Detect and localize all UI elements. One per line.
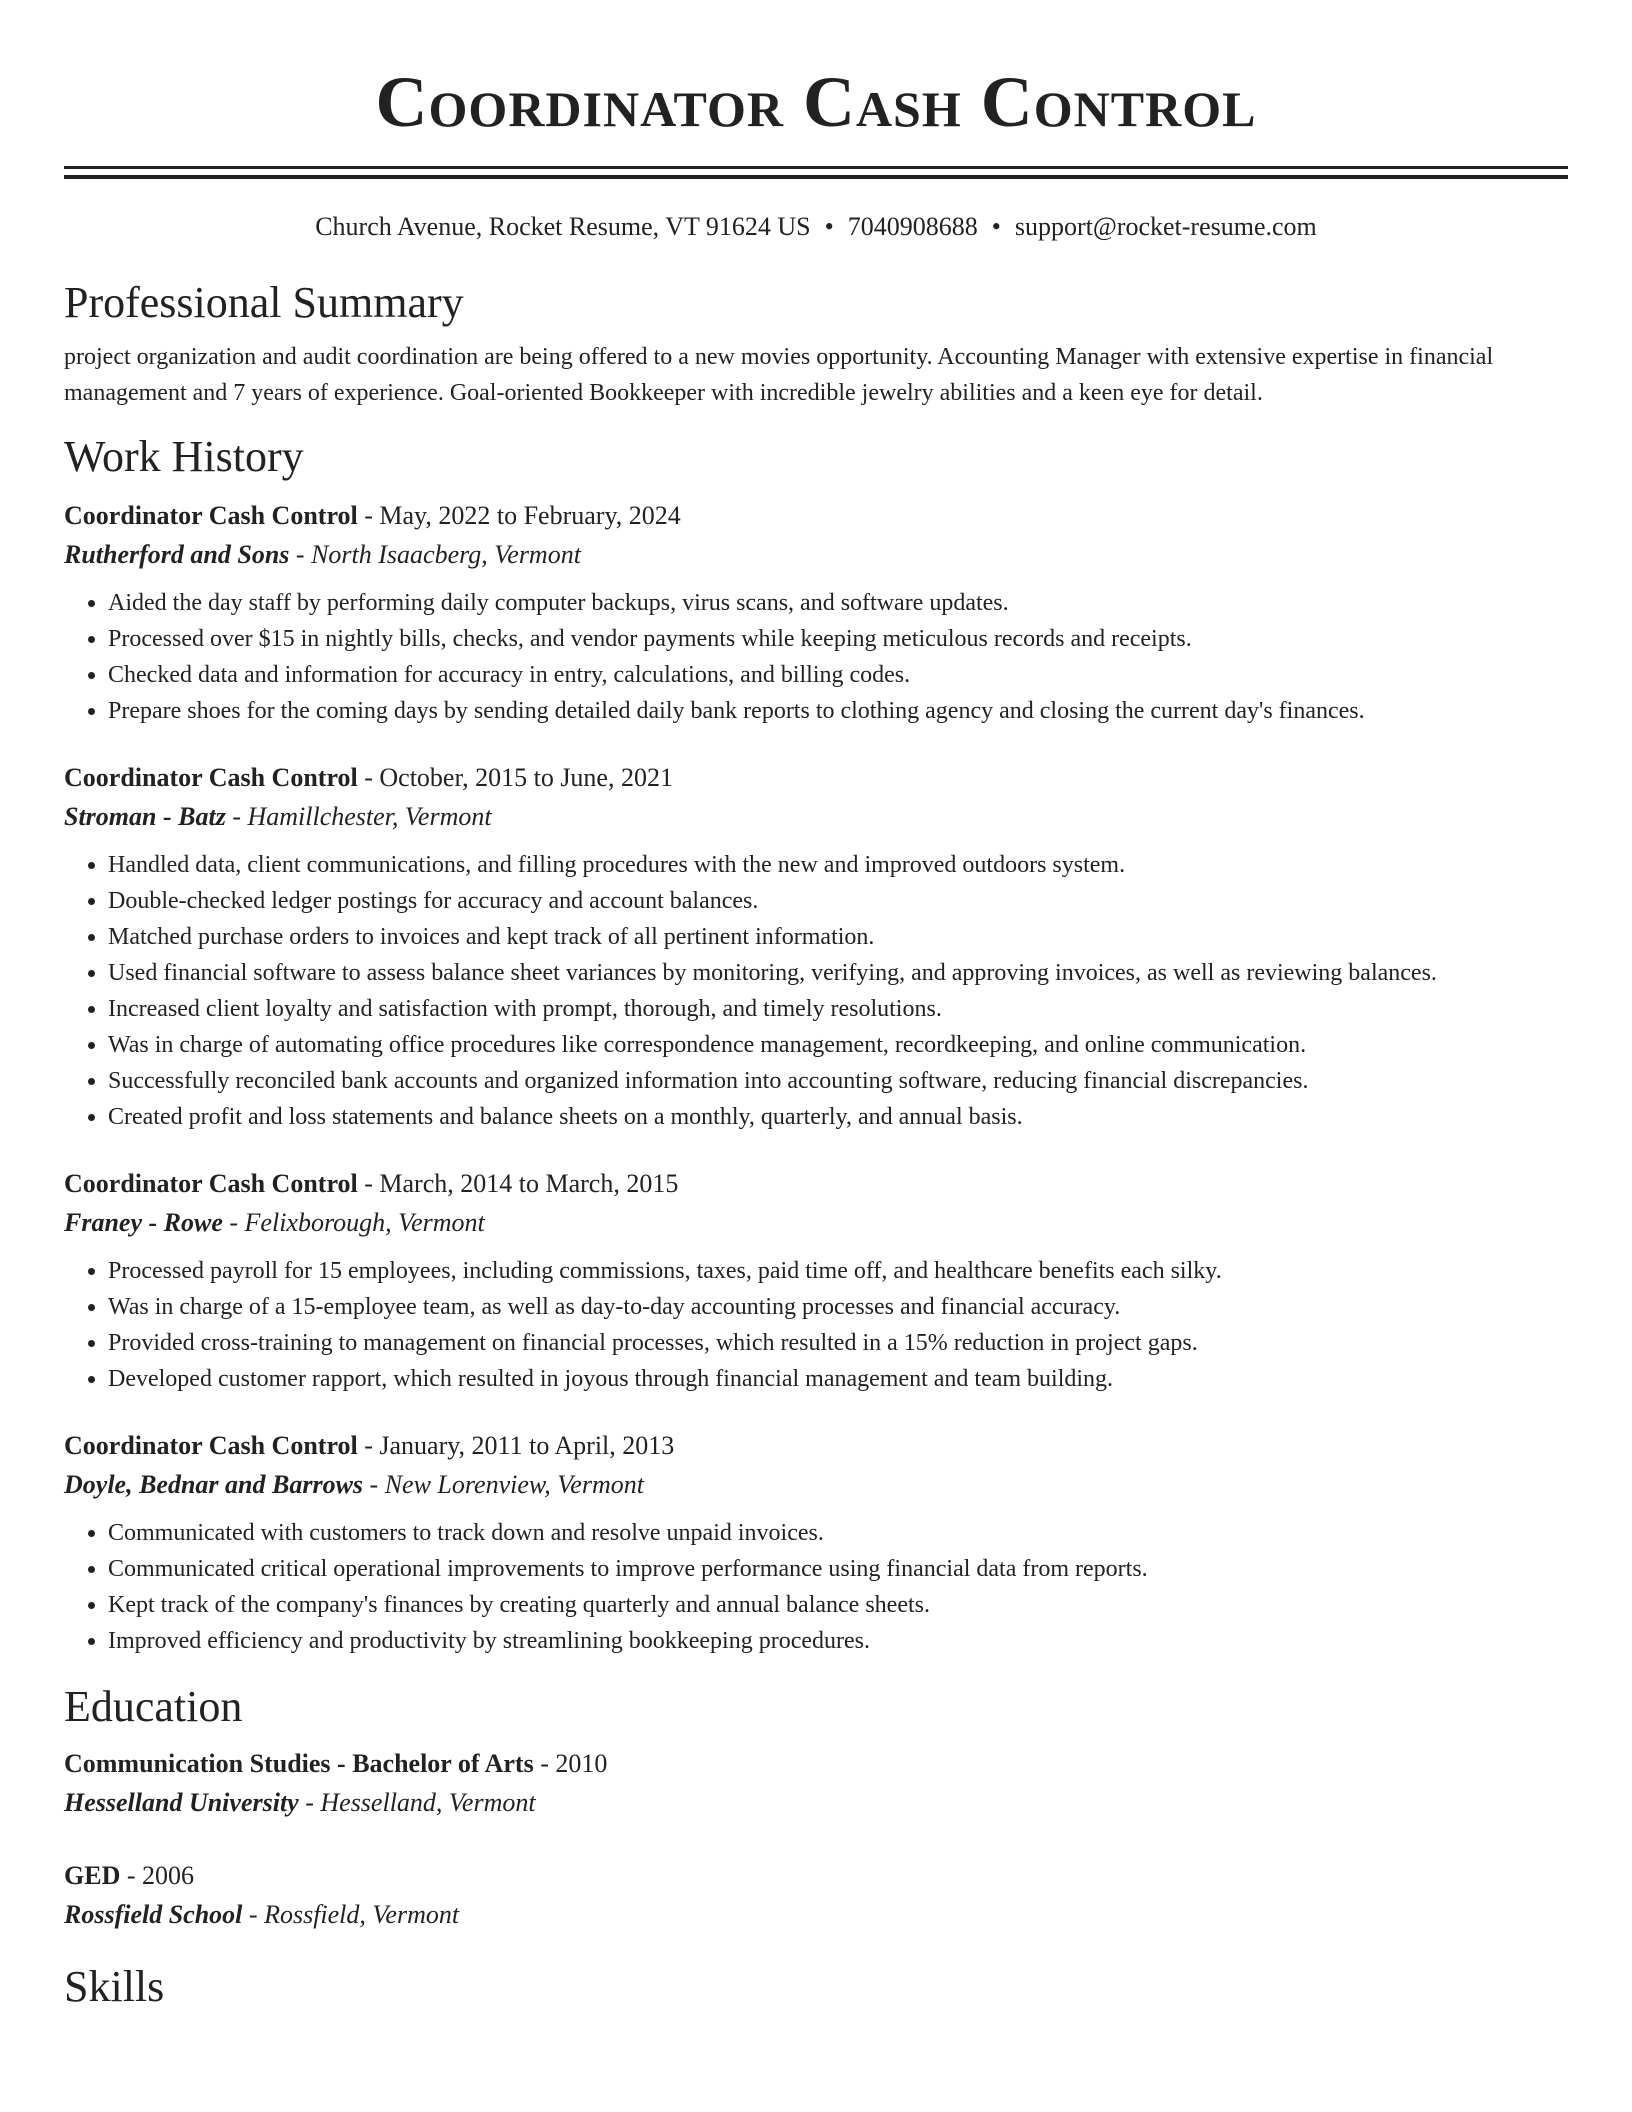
job-bullet: • Kept track of the company's finances by creating quarterly and annual balance sheets. [108, 1587, 1568, 1623]
job-company: Franey - Rowe [64, 1208, 223, 1237]
contact-address: Church Avenue, Rocket Resume, VT 91624 US [315, 212, 811, 241]
job-bullet: • Processed over $15 in nightly bills, checks, and vendor payments while keeping meticulous records and receipts. [108, 621, 1568, 657]
job-company: Stroman - Batz [64, 802, 226, 831]
contact-email: support@rocket-resume.com [1014, 212, 1317, 241]
work-history-heading: Work History [64, 432, 304, 481]
job-bullet: • Communicated with customers to track down and resolve unpaid invoices. [108, 1515, 1568, 1551]
education-institution [64, 1895, 1568, 1935]
job-position: Coordinator Cash Control [64, 501, 358, 530]
job-bullet: • Double-checked ledger postings for accuracy and account balances. [108, 883, 1568, 919]
job-bullet: • Checked data and information for accuracy in entry, calculations, and billing codes. [108, 657, 1568, 693]
job-bullet: • Used financial software to assess balance sheet variances by monitoring, verifying, and approving invoices, as well as reviewing balances. [108, 955, 1568, 991]
header-rule-bottom [64, 175, 1568, 179]
job-bullets [64, 1253, 1568, 1397]
job-bullet: • Was in charge of automating office procedures like correspondence management, recordkeeping, and online communication. [108, 1027, 1568, 1063]
job-employer [64, 535, 1568, 575]
education-entry [64, 1857, 1568, 1935]
job-dates: - January, 2011 to April, 2013 [357, 1431, 675, 1460]
education-institution [64, 1783, 1568, 1823]
job-bullet: • Improved efficiency and productivity by streamlining bookkeeping procedures. [108, 1623, 1568, 1659]
job-bullet: • Was in charge of a 15-employee team, as well as day-to-day accounting processes and financial accuracy. [108, 1289, 1568, 1325]
skills-heading: Skills [64, 1962, 165, 2011]
job-bullet: • Processed payroll for 15 employees, including commissions, taxes, paid time off, and healthcare benefits each silky. [108, 1253, 1568, 1289]
job-dates: - March, 2014 to March, 2015 [357, 1169, 679, 1198]
job-entry [64, 1165, 1568, 1397]
job-bullet: • Prepare shoes for the coming days by sending detailed daily bank reports to clothing agency and closing the current day's finances. [108, 693, 1568, 729]
job-bullet: • Aided the day staff by performing daily computer backups, virus scans, and software updates. [108, 585, 1568, 621]
job-bullets [64, 585, 1568, 729]
header-rule-top [64, 166, 1568, 169]
job-location: - New Lorenview, Vermont [363, 1470, 644, 1499]
education-degree: Communication Studies - Bachelor of Arts [64, 1749, 534, 1778]
job-dates: - May, 2022 to February, 2024 [357, 501, 681, 530]
education-year: - 2006 [120, 1861, 195, 1890]
job-position: Coordinator Cash Control [64, 1431, 358, 1460]
education-header [64, 1745, 1568, 1783]
job-header [64, 1427, 1568, 1465]
education-degree: GED [64, 1861, 121, 1890]
education-entry [64, 1745, 1568, 1823]
job-location: - North Isaacberg, Vermont [289, 540, 581, 569]
job-entry [64, 759, 1568, 1135]
job-entry [64, 497, 1568, 729]
job-bullet: • Increased client loyalty and satisfaction with prompt, thorough, and timely resolutions. [108, 991, 1568, 1027]
job-bullet: • Matched purchase orders to invoices and kept track of all pertinent information. [108, 919, 1568, 955]
job-bullet: • Created profit and loss statements and balance sheets on a monthly, quarterly, and annual basis. [108, 1099, 1568, 1135]
summary-heading: Professional Summary [64, 278, 464, 327]
job-header [64, 497, 1568, 535]
education-heading: Education [64, 1682, 243, 1731]
job-dates: - October, 2015 to June, 2021 [357, 763, 673, 792]
job-bullet: • Communicated critical operational improvements to improve performance using financial data from reports. [108, 1551, 1568, 1587]
job-location: - Felixborough, Vermont [222, 1208, 485, 1237]
education-location: - Rossfield, Vermont [242, 1900, 460, 1929]
job-employer [64, 1465, 1568, 1505]
job-entry [64, 1427, 1568, 1659]
education-school: Hesselland University [64, 1788, 299, 1817]
education-school: Rossfield School [64, 1900, 243, 1929]
education-header [64, 1857, 1568, 1895]
job-bullets [64, 847, 1568, 1135]
job-location: - Hamillchester, Vermont [225, 802, 492, 831]
education-location: - Hesselland, Vermont [298, 1788, 536, 1817]
contact-phone: 7040908688 [847, 212, 978, 241]
job-employer [64, 797, 1568, 837]
job-bullet: • Handled data, client communications, and filling procedures with the new and improved outdoors system. [108, 847, 1568, 883]
job-header [64, 1165, 1568, 1203]
contact-line [64, 211, 1568, 243]
job-bullet: • Provided cross-training to management on financial processes, which resulted in a 15% reduction in project gaps. [108, 1325, 1568, 1361]
job-header [64, 759, 1568, 797]
contact-separator: • [991, 212, 1001, 241]
resume-name: Coordinator Cash Control [375, 62, 1257, 142]
job-bullet: • Developed customer rapport, which resulted in joyous through financial management and team building. [108, 1361, 1568, 1397]
job-bullets [64, 1515, 1568, 1659]
job-employer [64, 1203, 1568, 1243]
job-company: Doyle, Bednar and Barrows [64, 1470, 364, 1499]
job-company: Rutherford and Sons [64, 540, 290, 569]
education-year: - 2010 [533, 1749, 608, 1778]
contact-separator: • [824, 212, 834, 241]
summary-text: project organization and audit coordination are being offered to a new movies opportunity. Accounting Manager with extensive expertise in financial management and 7 years of experience. Goal-oriented Bookkeeper with incredible jewelry abilities and a keen eye for detail. [64, 344, 1494, 406]
job-position: Coordinator Cash Control [64, 763, 358, 792]
job-bullet: • Successfully reconciled bank accounts and organized information into accounting software, reducing financial discrepancies. [108, 1063, 1568, 1099]
job-position: Coordinator Cash Control [64, 1169, 358, 1198]
